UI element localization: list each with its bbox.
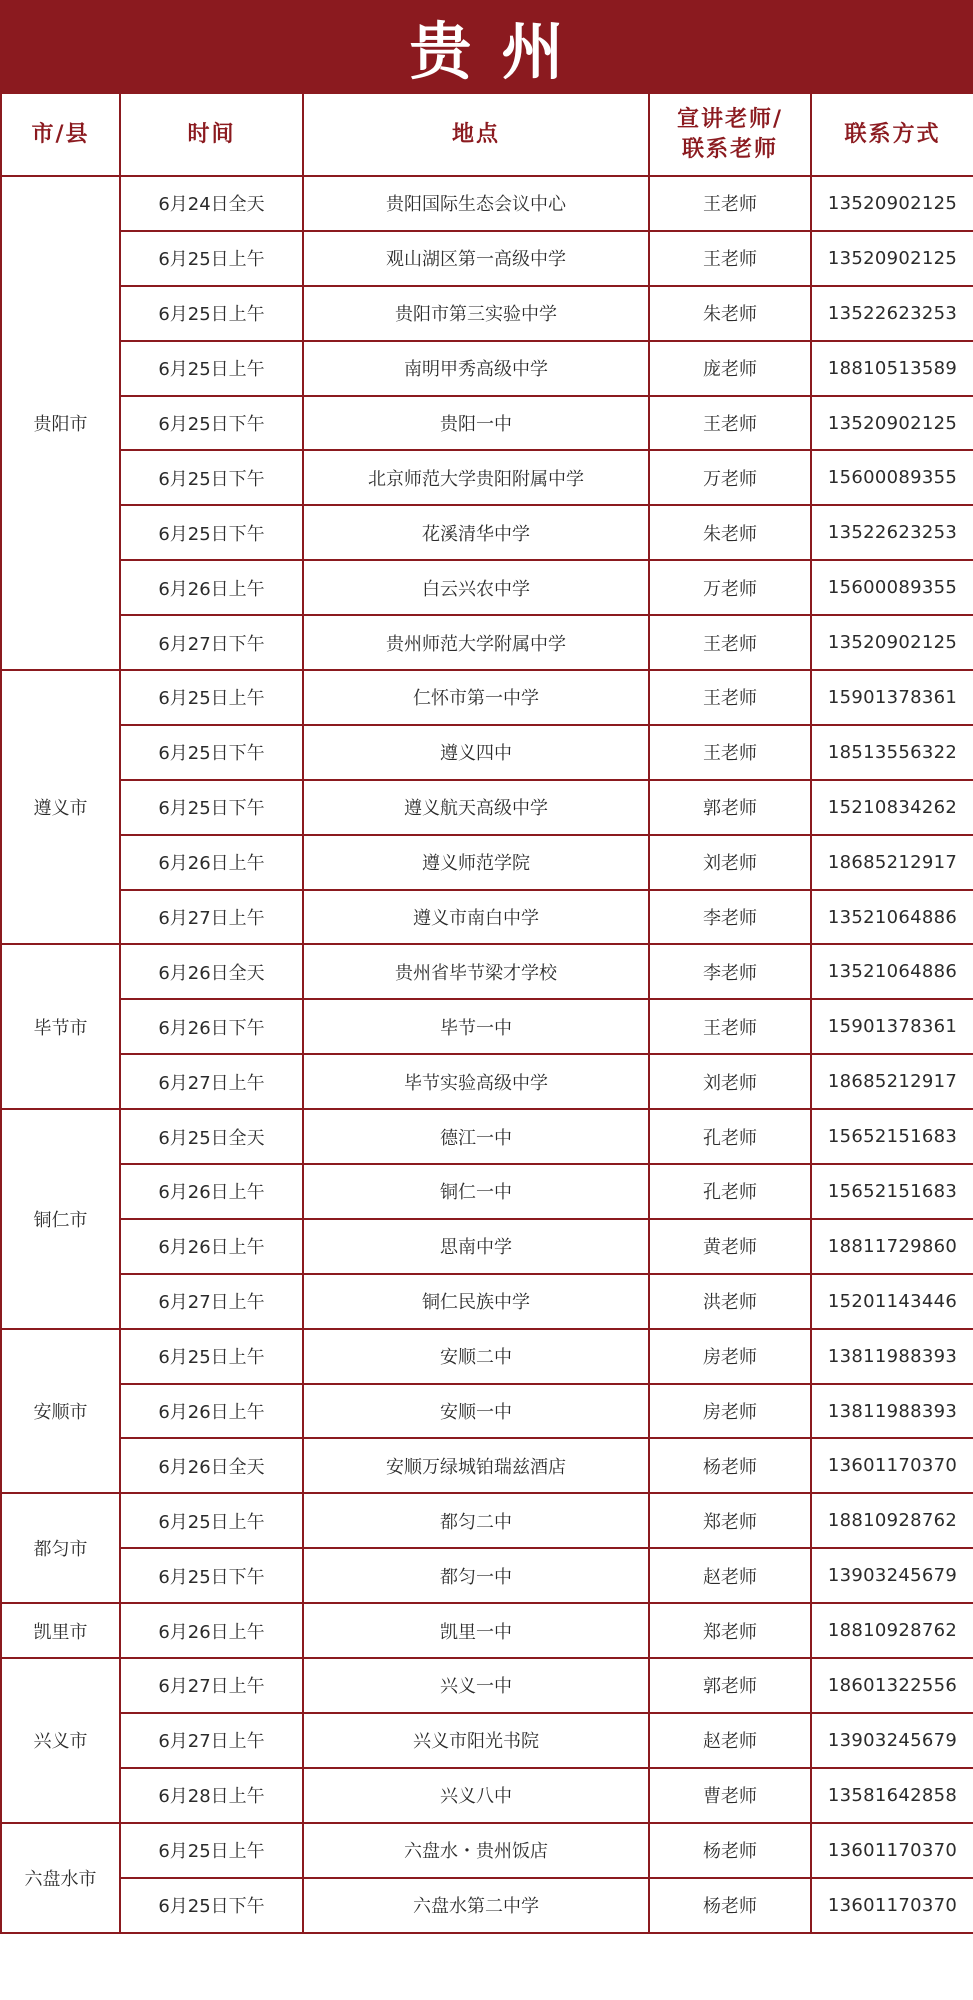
place-cell: 遵义四中 — [303, 725, 649, 780]
teacher-cell: 朱老师 — [649, 286, 811, 341]
place-cell: 都匀一中 — [303, 1548, 649, 1603]
city-cell: 铜仁市 — [1, 1109, 120, 1329]
time-cell: 6月25日上午 — [120, 1493, 303, 1548]
table-row — [1, 176, 973, 231]
title-banner — [0, 0, 973, 92]
place-cell: 白云兴农中学 — [303, 560, 649, 615]
time-cell: 6月26日全天 — [120, 1438, 303, 1493]
table-row — [1, 615, 973, 670]
teacher-cell: 李老师 — [649, 944, 811, 999]
phone-cell: 13581642858 — [811, 1768, 973, 1823]
header-row — [1, 93, 973, 176]
table-row — [1, 835, 973, 890]
time-cell: 6月27日上午 — [120, 1054, 303, 1109]
table-row — [1, 286, 973, 341]
city-cell: 遵义市 — [1, 670, 120, 944]
place-cell: 六盘水第二中学 — [303, 1878, 649, 1933]
time-cell: 6月26日上午 — [120, 1603, 303, 1658]
place-cell: 遵义市南白中学 — [303, 890, 649, 945]
place-cell: 兴义八中 — [303, 1768, 649, 1823]
time-cell: 6月26日上午 — [120, 1384, 303, 1439]
table-row — [1, 1658, 973, 1713]
teacher-cell: 王老师 — [649, 176, 811, 231]
place-cell: 安顺一中 — [303, 1384, 649, 1439]
table-row — [1, 999, 973, 1054]
place-cell: 兴义一中 — [303, 1658, 649, 1713]
teacher-cell: 孔老师 — [649, 1109, 811, 1164]
place-cell: 凯里一中 — [303, 1603, 649, 1658]
time-cell: 6月25日上午 — [120, 1329, 303, 1384]
teacher-cell: 房老师 — [649, 1384, 811, 1439]
table-row — [1, 1603, 973, 1658]
header-city: 市/县 — [1, 93, 120, 176]
time-cell: 6月25日下午 — [120, 725, 303, 780]
teacher-cell: 刘老师 — [649, 1054, 811, 1109]
phone-cell: 18811729860 — [811, 1219, 973, 1274]
city-cell: 兴义市 — [1, 1658, 120, 1823]
place-cell: 贵阳市第三实验中学 — [303, 286, 649, 341]
table-row — [1, 341, 973, 396]
teacher-cell: 郭老师 — [649, 780, 811, 835]
teacher-cell: 王老师 — [649, 999, 811, 1054]
time-cell: 6月26日上午 — [120, 1164, 303, 1219]
time-cell: 6月25日下午 — [120, 780, 303, 835]
time-cell: 6月25日下午 — [120, 505, 303, 560]
time-cell: 6月25日上午 — [120, 231, 303, 286]
header-contact: 联系方式 — [811, 93, 973, 176]
phone-cell: 15652151683 — [811, 1109, 973, 1164]
time-cell: 6月26日上午 — [120, 560, 303, 615]
city-cell: 毕节市 — [1, 944, 120, 1109]
time-cell: 6月25日下午 — [120, 450, 303, 505]
time-cell: 6月27日上午 — [120, 1658, 303, 1713]
phone-cell: 15201143446 — [811, 1274, 973, 1329]
teacher-cell: 孔老师 — [649, 1164, 811, 1219]
place-cell: 兴义市阳光书院 — [303, 1713, 649, 1768]
table-row — [1, 1548, 973, 1603]
place-cell: 贵阳国际生态会议中心 — [303, 176, 649, 231]
time-cell: 6月26日上午 — [120, 835, 303, 890]
phone-cell: 13520902125 — [811, 176, 973, 231]
teacher-cell: 李老师 — [649, 890, 811, 945]
place-cell: 德江一中 — [303, 1109, 649, 1164]
phone-cell: 18601322556 — [811, 1658, 973, 1713]
phone-cell: 13522623253 — [811, 505, 973, 560]
time-cell: 6月26日下午 — [120, 999, 303, 1054]
table-row — [1, 1219, 973, 1274]
place-cell: 南明甲秀高级中学 — [303, 341, 649, 396]
time-cell: 6月25日上午 — [120, 670, 303, 725]
teacher-cell: 杨老师 — [649, 1878, 811, 1933]
table-row — [1, 1823, 973, 1878]
place-cell: 花溪清华中学 — [303, 505, 649, 560]
teacher-cell: 朱老师 — [649, 505, 811, 560]
header-time: 时间 — [120, 93, 303, 176]
teacher-cell: 郑老师 — [649, 1603, 811, 1658]
time-cell: 6月27日上午 — [120, 890, 303, 945]
time-cell: 6月26日上午 — [120, 1219, 303, 1274]
teacher-cell: 王老师 — [649, 231, 811, 286]
time-cell: 6月27日上午 — [120, 1274, 303, 1329]
phone-cell: 18685212917 — [811, 1054, 973, 1109]
time-cell: 6月25日下午 — [120, 1878, 303, 1933]
phone-cell: 13522623253 — [811, 286, 973, 341]
table-row — [1, 670, 973, 725]
header-teacher-line1: 宣讲老师/ — [676, 106, 784, 132]
header-place: 地点 — [303, 93, 649, 176]
time-cell: 6月26日全天 — [120, 944, 303, 999]
teacher-cell: 杨老师 — [649, 1823, 811, 1878]
table-row — [1, 231, 973, 286]
phone-cell: 13811988393 — [811, 1384, 973, 1439]
phone-cell: 18513556322 — [811, 725, 973, 780]
phone-cell: 13601170370 — [811, 1438, 973, 1493]
phone-cell: 13521064886 — [811, 944, 973, 999]
place-cell: 贵阳一中 — [303, 396, 649, 451]
table-row — [1, 1274, 973, 1329]
phone-cell: 13601170370 — [811, 1823, 973, 1878]
table-row — [1, 450, 973, 505]
city-cell: 六盘水市 — [1, 1823, 120, 1933]
table-row — [1, 1493, 973, 1548]
table-row — [1, 780, 973, 835]
time-cell: 6月25日下午 — [120, 396, 303, 451]
place-cell: 遵义航天高级中学 — [303, 780, 649, 835]
phone-cell: 13520902125 — [811, 396, 973, 451]
table-row — [1, 1329, 973, 1384]
time-cell: 6月25日全天 — [120, 1109, 303, 1164]
teacher-cell: 曹老师 — [649, 1768, 811, 1823]
teacher-cell: 房老师 — [649, 1329, 811, 1384]
city-cell: 安顺市 — [1, 1329, 120, 1494]
table-row — [1, 1164, 973, 1219]
time-cell: 6月27日下午 — [120, 615, 303, 670]
phone-cell: 13520902125 — [811, 231, 973, 286]
place-cell: 安顺二中 — [303, 1329, 649, 1384]
place-cell: 贵州师范大学附属中学 — [303, 615, 649, 670]
place-cell: 铜仁一中 — [303, 1164, 649, 1219]
header-teacher — [649, 93, 811, 176]
phone-cell: 15210834262 — [811, 780, 973, 835]
place-cell: 贵州省毕节梁才学校 — [303, 944, 649, 999]
phone-cell: 13903245679 — [811, 1713, 973, 1768]
phone-cell: 13811988393 — [811, 1329, 973, 1384]
teacher-cell: 杨老师 — [649, 1438, 811, 1493]
place-cell: 遵义师范学院 — [303, 835, 649, 890]
teacher-cell: 王老师 — [649, 670, 811, 725]
table-row — [1, 1109, 973, 1164]
time-cell: 6月27日上午 — [120, 1713, 303, 1768]
table-row — [1, 560, 973, 615]
place-cell: 安顺万绿城铂瑞兹酒店 — [303, 1438, 649, 1493]
place-cell: 思南中学 — [303, 1219, 649, 1274]
city-cell: 贵阳市 — [1, 176, 120, 670]
phone-cell: 18810928762 — [811, 1493, 973, 1548]
time-cell: 6月25日下午 — [120, 1548, 303, 1603]
table-row — [1, 1713, 973, 1768]
teacher-cell: 王老师 — [649, 615, 811, 670]
place-cell: 都匀二中 — [303, 1493, 649, 1548]
phone-cell: 13601170370 — [811, 1878, 973, 1933]
phone-cell: 13521064886 — [811, 890, 973, 945]
place-cell: 毕节一中 — [303, 999, 649, 1054]
table-row — [1, 1768, 973, 1823]
phone-cell: 13520902125 — [811, 615, 973, 670]
phone-cell: 15600089355 — [811, 450, 973, 505]
teacher-cell: 赵老师 — [649, 1548, 811, 1603]
teacher-cell: 黄老师 — [649, 1219, 811, 1274]
phone-cell: 13903245679 — [811, 1548, 973, 1603]
teacher-cell: 庞老师 — [649, 341, 811, 396]
teacher-cell: 刘老师 — [649, 835, 811, 890]
teacher-cell: 赵老师 — [649, 1713, 811, 1768]
time-cell: 6月25日上午 — [120, 341, 303, 396]
table-row — [1, 505, 973, 560]
table-row — [1, 725, 973, 780]
phone-cell: 18685212917 — [811, 835, 973, 890]
table-body — [1, 176, 973, 1933]
teacher-cell: 万老师 — [649, 560, 811, 615]
teacher-cell: 郑老师 — [649, 1493, 811, 1548]
time-cell: 6月28日上午 — [120, 1768, 303, 1823]
schedule-table — [0, 92, 973, 1934]
phone-cell: 18810928762 — [811, 1603, 973, 1658]
phone-cell: 18810513589 — [811, 341, 973, 396]
teacher-cell: 郭老师 — [649, 1658, 811, 1713]
table-row — [1, 1878, 973, 1933]
table-row — [1, 1384, 973, 1439]
table-row — [1, 1054, 973, 1109]
time-cell: 6月25日上午 — [120, 1823, 303, 1878]
place-cell: 仁怀市第一中学 — [303, 670, 649, 725]
place-cell: 铜仁民族中学 — [303, 1274, 649, 1329]
place-cell: 北京师范大学贵阳附属中学 — [303, 450, 649, 505]
teacher-cell: 洪老师 — [649, 1274, 811, 1329]
table-row — [1, 396, 973, 451]
phone-cell: 15600089355 — [811, 560, 973, 615]
table-row — [1, 890, 973, 945]
city-cell: 都匀市 — [1, 1493, 120, 1603]
phone-cell: 15901378361 — [811, 999, 973, 1054]
city-cell: 凯里市 — [1, 1603, 120, 1658]
page-title: 贵州 — [409, 14, 594, 88]
time-cell: 6月24日全天 — [120, 176, 303, 231]
phone-cell: 15901378361 — [811, 670, 973, 725]
teacher-cell: 万老师 — [649, 450, 811, 505]
phone-cell: 15652151683 — [811, 1164, 973, 1219]
table-row — [1, 1438, 973, 1493]
place-cell: 毕节实验高级中学 — [303, 1054, 649, 1109]
teacher-cell: 王老师 — [649, 725, 811, 780]
time-cell: 6月25日上午 — [120, 286, 303, 341]
place-cell: 六盘水・贵州饭店 — [303, 1823, 649, 1878]
place-cell: 观山湖区第一高级中学 — [303, 231, 649, 286]
table-row — [1, 944, 973, 999]
teacher-cell: 王老师 — [649, 396, 811, 451]
header-teacher-line2: 联系老师 — [681, 136, 778, 162]
